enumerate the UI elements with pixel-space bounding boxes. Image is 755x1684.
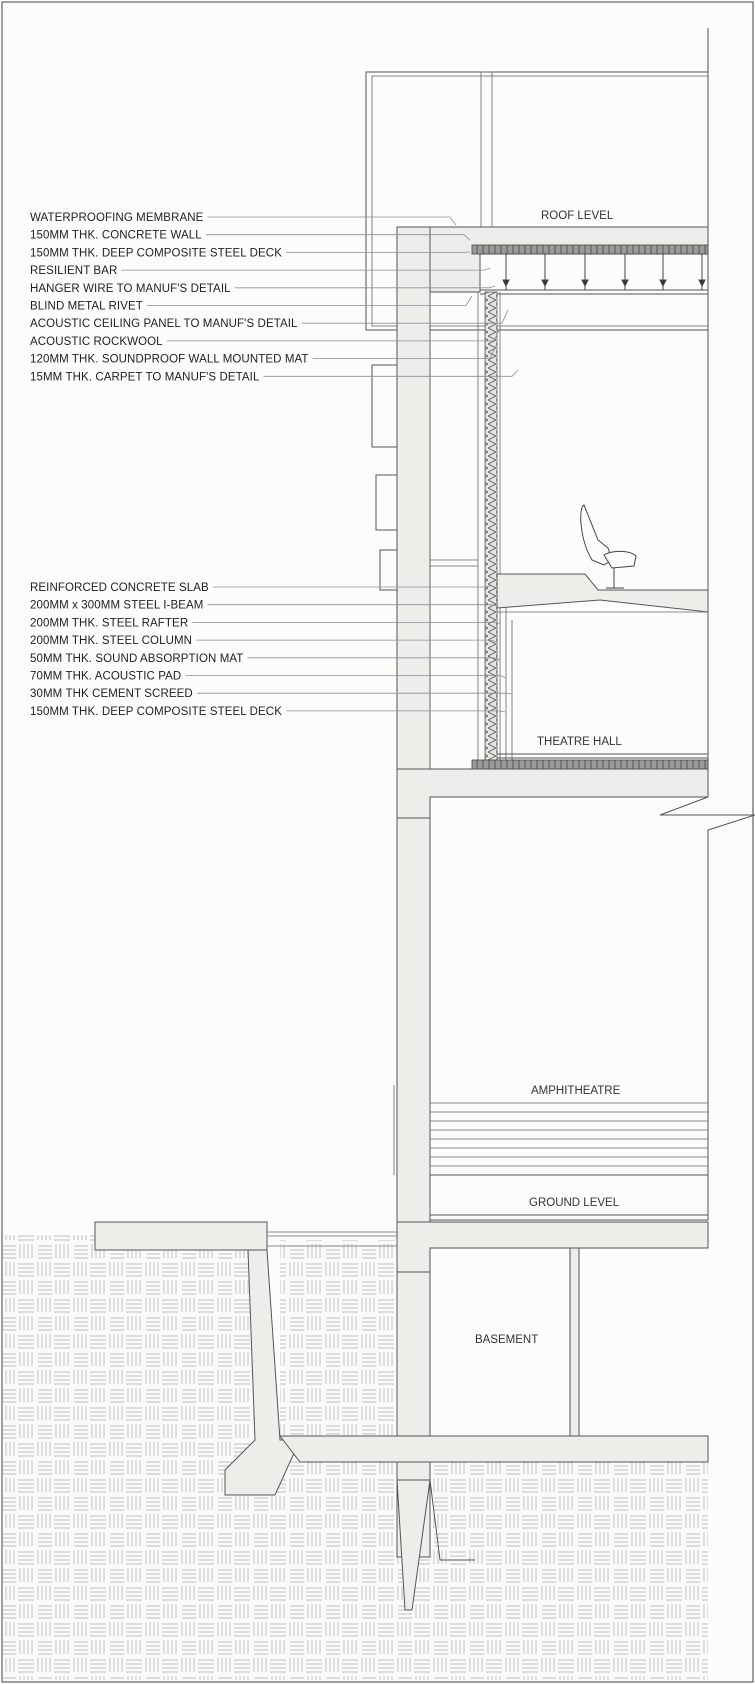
leader-line — [197, 693, 512, 694]
annotation-label: 15MM THK. CARPET TO MANUF'S DETAIL — [30, 371, 260, 384]
annotation-label: ACOUSTIC ROCKWOOL — [30, 335, 163, 348]
leader-line — [247, 658, 500, 660]
annotation-group-lower — [30, 582, 282, 718]
leader-line — [192, 622, 500, 624]
inner-wall-lines — [430, 292, 512, 770]
label-amphitheatre: AMPHITHEATRE — [531, 1085, 621, 1097]
theatre-seat — [581, 505, 636, 588]
annotation-label: 150MM THK. CONCRETE WALL — [30, 229, 202, 242]
annotation-label: 200MM THK. STEEL RAFTER — [30, 617, 189, 630]
annotation-label: ACOUSTIC CEILING PANEL TO MANUF'S DETAIL — [30, 318, 298, 331]
annotation-label: 50MM THK. SOUND ABSORPTION MAT — [30, 652, 244, 665]
annotation-label: HANGER WIRE TO MANUF'S DETAIL — [30, 282, 231, 295]
label-roof-level: ROOF LEVEL — [541, 210, 614, 222]
ceiling-hangers — [503, 254, 705, 290]
leader-line — [196, 640, 497, 642]
leader-line — [286, 711, 505, 712]
label-ground-level: GROUND LEVEL — [529, 1197, 620, 1209]
leader-line — [207, 605, 497, 606]
annotation-label: WATERPROOFING MEMBRANE — [30, 212, 204, 224]
annotation-label: 30MM THK CEMENT SCREED — [30, 688, 193, 701]
theatre-hall-floor — [397, 754, 708, 818]
label-theatre-hall: THEATRE HALL — [537, 736, 622, 748]
leader-line — [213, 586, 490, 587]
theatre-floor-slab — [497, 574, 708, 760]
annotation-label: 200MM x 300MM STEEL I-BEAM — [30, 599, 204, 612]
annotation-group-upper — [30, 212, 309, 383]
annotation-label: 200MM THK. STEEL COLUMN — [30, 635, 193, 648]
annotation-label: REINFORCED CONCRETE SLAB — [30, 582, 209, 594]
label-basement: BASEMENT — [475, 1334, 539, 1346]
main-concrete-wall — [397, 227, 475, 1610]
annotation-label: 70MM THK. ACOUSTIC PAD — [30, 670, 182, 683]
annotation-label: BLIND METAL RIVET — [30, 300, 143, 313]
annotation-label: 150MM THK. DEEP COMPOSITE STEEL DECK — [30, 247, 282, 260]
annotation-label: 120MM THK. SOUNDPROOF WALL MOUNTED MAT — [30, 353, 309, 366]
annotation-label: 150MM THK. DEEP COMPOSITE STEEL DECK — [30, 705, 282, 718]
annotation-label: RESILIENT BAR — [30, 265, 118, 278]
leader-line — [185, 676, 506, 679]
leader-line — [207, 217, 456, 225]
roof-slab — [397, 227, 708, 294]
leader-line — [263, 370, 518, 376]
break-line — [660, 797, 755, 1220]
